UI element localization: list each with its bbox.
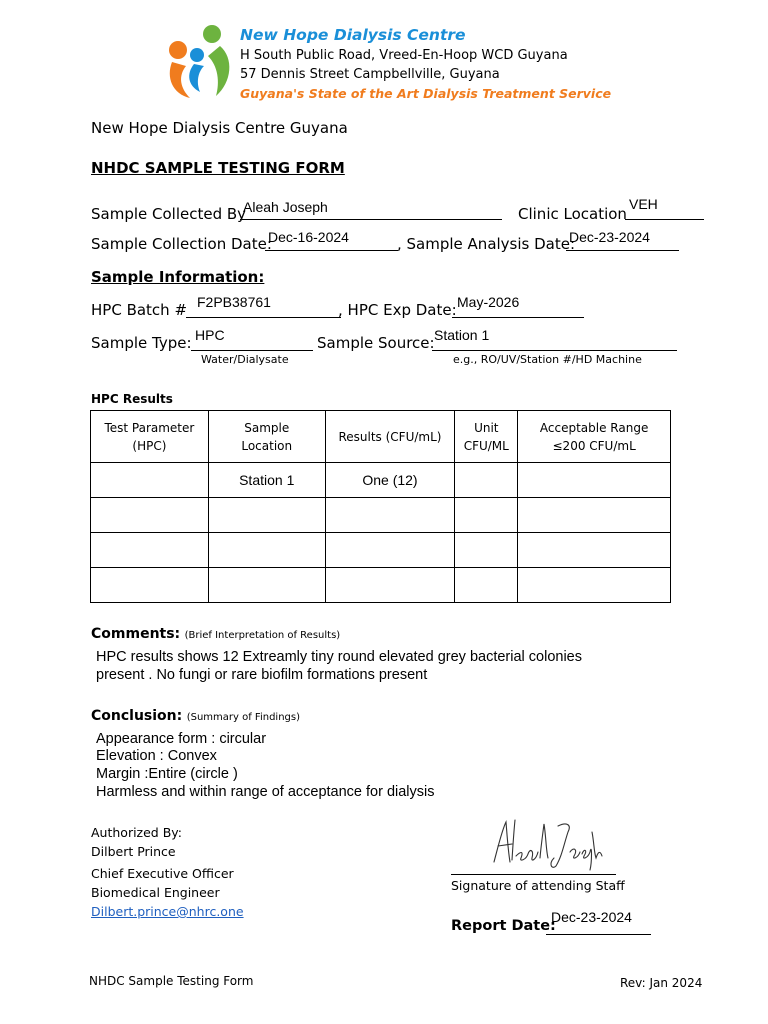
sample-source-hint: e.g., RO/UV/Station #/HD Machine xyxy=(453,353,642,366)
batch-value[interactable]: F2PB38761 xyxy=(197,294,271,310)
conclusion-hint: (Summary of Findings) xyxy=(186,712,300,723)
clinic-location-line xyxy=(625,219,704,220)
exp-date-label: , HPC Exp Date: xyxy=(338,301,457,319)
collection-date-label: Sample Collection Date: xyxy=(91,235,272,253)
table-cell[interactable] xyxy=(455,533,518,568)
conclusion-line[interactable]: Harmless and within range of acceptance for dialysis xyxy=(96,784,435,800)
table-cell[interactable] xyxy=(455,568,518,603)
collection-date-line xyxy=(265,250,398,251)
table-cell[interactable] xyxy=(518,568,671,603)
footer-revision: Rev: Jan 2024 xyxy=(620,976,703,990)
batch-line xyxy=(186,317,341,318)
table-cell[interactable]: Station 1 xyxy=(208,463,325,498)
table-cell[interactable] xyxy=(455,463,518,498)
sample-info-heading: Sample Information: xyxy=(91,268,265,286)
conclusion-line[interactable]: Margin :Entire (circle ) xyxy=(96,766,238,782)
analysis-date-line xyxy=(566,250,679,251)
tagline: Guyana's State of the Art Dialysis Treatment Service xyxy=(240,86,612,101)
table-cell[interactable] xyxy=(91,568,209,603)
sample-source-value[interactable]: Station 1 xyxy=(434,327,490,343)
results-table xyxy=(90,410,671,603)
table-cell[interactable] xyxy=(518,498,671,533)
sample-source-label: Sample Source: xyxy=(317,334,435,352)
table-cell[interactable] xyxy=(208,533,325,568)
collected-by-label: Sample Collected By xyxy=(91,205,247,223)
table-cell[interactable] xyxy=(325,533,455,568)
sample-type-line xyxy=(191,350,313,351)
address-line-1: H South Public Road, Vreed-En-Hoop WCD Guyana xyxy=(240,48,568,63)
col-header-sample-location: Sample Location xyxy=(208,411,325,463)
table-cell[interactable] xyxy=(91,498,209,533)
table-cell[interactable] xyxy=(325,498,455,533)
sample-source-line xyxy=(432,350,677,351)
analysis-date-value[interactable]: Dec-23-2024 xyxy=(569,229,650,245)
exp-date-value[interactable]: May-2026 xyxy=(457,294,520,310)
collected-by-value[interactable]: Aleah Joseph xyxy=(243,199,328,215)
comments-label: Comments: xyxy=(91,626,181,642)
footer-form-name: NHDC Sample Testing Form xyxy=(89,974,254,988)
collection-date-value[interactable]: Dec-16-2024 xyxy=(268,229,349,245)
analysis-date-label: , Sample Analysis Date: xyxy=(397,235,576,253)
handwritten-signature xyxy=(488,812,608,872)
org-name: New Hope Dialysis Centre xyxy=(240,26,466,44)
authorizer-title-2: Biomedical Engineer xyxy=(91,885,220,900)
table-cell[interactable] xyxy=(91,463,209,498)
conclusion-line[interactable]: Elevation : Convex xyxy=(96,748,217,764)
col-header-acceptable-range: Acceptable Range ≤200 CFU/mL xyxy=(518,411,671,463)
col-header-unit: Unit CFU/ML xyxy=(455,411,518,463)
col-header-results: Results (CFU/mL) xyxy=(325,411,455,463)
sample-type-value[interactable]: HPC xyxy=(195,327,225,343)
table-cell[interactable] xyxy=(325,568,455,603)
table-row xyxy=(91,463,671,498)
comments-hint: (Brief Interpretation of Results) xyxy=(184,630,341,641)
doc-title-line: New Hope Dialysis Centre Guyana xyxy=(91,119,348,137)
conclusion-line[interactable]: Appearance form : circular xyxy=(96,731,267,747)
sample-type-label: Sample Type: xyxy=(91,334,192,352)
batch-label: HPC Batch # xyxy=(91,301,188,319)
table-cell[interactable] xyxy=(208,498,325,533)
table-cell[interactable] xyxy=(518,463,671,498)
sample-type-hint: Water/Dialysate xyxy=(201,353,289,366)
results-heading: HPC Results xyxy=(91,392,173,406)
authorizer-title-1: Chief Executive Officer xyxy=(91,866,234,881)
clinic-location-value[interactable]: VEH xyxy=(629,196,658,212)
table-cell[interactable] xyxy=(518,533,671,568)
address-line-2: 57 Dennis Street Campbellville, Guyana xyxy=(240,67,500,82)
form-title: NHDC SAMPLE TESTING FORM xyxy=(91,159,345,177)
table-cell[interactable] xyxy=(455,498,518,533)
table-cell[interactable]: One (12) xyxy=(325,463,455,498)
table-row xyxy=(91,498,671,533)
conclusion-heading xyxy=(91,707,300,725)
table-cell[interactable] xyxy=(91,533,209,568)
table-cell[interactable] xyxy=(208,568,325,603)
signature-caption: Signature of attending Staff xyxy=(451,878,625,893)
clinic-location-label: Clinic Location xyxy=(518,205,627,223)
comments-text-line-2[interactable]: present . No fungi or rare biofilm formations present xyxy=(96,667,428,683)
report-date-line xyxy=(546,934,651,935)
results-header-row xyxy=(91,411,671,463)
report-date-value[interactable]: Dec-23-2024 xyxy=(551,909,632,925)
comments-heading xyxy=(91,625,340,643)
authorizer-email-link[interactable]: Dilbert.prince@nhrc.one xyxy=(91,904,244,919)
table-row xyxy=(91,533,671,568)
collected-by-line xyxy=(240,219,502,220)
comments-text-line-1[interactable]: HPC results shows 12 Extreamly tiny round elevated grey bacterial colonies xyxy=(96,649,582,665)
authorized-label: Authorized By: xyxy=(91,825,182,840)
nhdc-logo xyxy=(164,22,236,102)
authorizer-name: Dilbert Prince xyxy=(91,844,176,859)
conclusion-label: Conclusion: xyxy=(91,708,183,724)
signature-line xyxy=(451,874,616,875)
report-date-label: Report Date: xyxy=(451,918,556,934)
col-header-test-parameter: Test Parameter (HPC) xyxy=(91,411,209,463)
exp-date-line xyxy=(452,317,584,318)
table-row xyxy=(91,568,671,603)
